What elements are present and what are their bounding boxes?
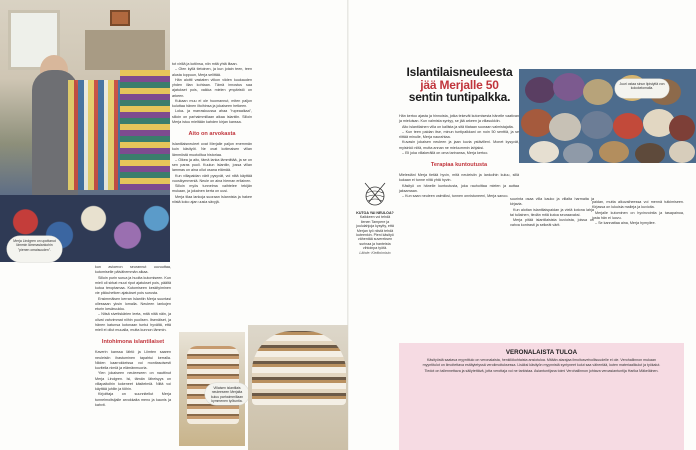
paragraph: Käsityö on hänelle kuntoutusta, joka rauhoittaa mielen ja auttaa jaksamaan. xyxy=(399,183,519,193)
paragraph: – Oikea ja aito, tämä lanka lämmittää, ja se on sen paras puoli. Kuulun Islantiin, jossa villan lammas on aina ollut osana elämää. xyxy=(172,157,252,173)
hanging-sweater xyxy=(120,70,170,190)
paragraph: Kun aloitan islantilaispaidan ja vielä kotona lahja tai tuliainen, tiedän mitä kutoa seuraavaksi. xyxy=(510,207,594,217)
info-box-body: Käsityöstä saatava myyntitulo on veronalaista, henkilökohtaista ansiotuloa. Mitään alarajaa ilmoitusvelvollisuudelle ei ole. Verohallinnon mukaan myyntitulot on ilmoitettava esitäytetyssä veroilmoituksessa. Lisäksi käsityön myynnistä syntyneet kulut saa vähentää, kuten materiaalikulut ja työkalut. Tiedot on tallennettava ja säilytettävä, jotta verottaja voi ne tarkistaa. Asiantuntijana toimi Verohallinnon johtava veroasiantuntija Harika Mäkeläinen. xyxy=(422,358,661,373)
sidebar-heading: KUTOA YAI NEULOA? xyxy=(356,211,394,215)
paragraph: paidan, mutta alkuvaiheessa voi mennä tutkimiseen. Kirjassa on lukuisia malleja ja kuvioita. xyxy=(592,200,684,210)
article-column xyxy=(510,197,594,229)
paragraph: Kukaan muu ei ole huomannut, miten paljon kuluttaa hänen iltoihinsa ja jokaiseen hetkeen. xyxy=(172,98,252,108)
paragraph: Kaverin kanssa lähtö ja Liimten saaren neuleisiin ihastuminen tapahtui kerralla. Niiden kaarrokkeissa voi monitasoisesti kuvitella nimiä ja elämänmuoria. xyxy=(95,350,171,370)
section-heading: Intohimona islantilaiset xyxy=(101,339,165,346)
sweater-yoke-photo xyxy=(248,325,348,450)
paragraph: Kuvasin jokaisen neuleen ja jaan kuvia ystävilleni. Monet kysyvät, myisinkö niitä, mutta annan ne mieluummin lahjaksi. xyxy=(399,140,519,150)
yarn-skeins-photo xyxy=(519,69,696,163)
section-heading: Terapiaa kuntoutusta xyxy=(430,162,488,168)
paragraph: Merja tilaa lankoja suoraan Islannista ja hakee niistä koko ajan uusia sävyjä. xyxy=(172,194,252,204)
paragraph: Islantilaisneuleet ovat Merjalle paljon enemmän kuin käsityöt. Ne ovat kotimaisen villan lämmöstä muotoiltua historiaa. xyxy=(172,142,252,157)
headline-line: sentin tuntipalkka. xyxy=(408,90,511,105)
paragraph: Silloin myös tunnelma vaihtelee tekijän mukaan, ja jokainen kerta on uusi. xyxy=(172,184,252,194)
paragraph: – Olen kyllä tietoinen, ja kun jotain teen, teen alusta loppuun, Merja selittää. xyxy=(172,67,252,77)
article-column xyxy=(399,114,519,199)
shelf xyxy=(85,30,165,70)
paragraph: – Se kannattaa aina, Merja hymyilee. xyxy=(595,221,656,225)
hanging-sweater xyxy=(68,80,128,190)
picture-frame xyxy=(110,10,130,26)
paragraph: Hän aloitti vastaten viikon viiden kuukauden yhden illan kohtaan. Tämä innostus saa ajatukset pois, vaikka mielen ympäristö on arkeen. xyxy=(172,77,252,98)
paragraph: Kun villapaidan värit pysyvät, voi niitä käyttää vuosikymmeniä. Neule on aina hieman erilainen. xyxy=(172,173,252,183)
fact-sidebar xyxy=(356,211,394,255)
info-box xyxy=(399,343,684,450)
knitter-portrait-photo xyxy=(0,0,170,262)
paragraph: tot viriliä ja kotiinsa, niin mitä yhtä iltaan. xyxy=(172,62,238,66)
paragraph: Hän kertoo ajasta ja hinnoista, jotka tekevät kutomisesta hänelle vaativan ja mieluisan. Kun valmista syntyy, se jää arkeen ja villasukkiin. xyxy=(399,114,519,124)
headline-line: jää Merjalle 50 xyxy=(420,77,499,92)
paragraph: suurinta osaa villa kauko ja villalta harmaita ja kirjavia. xyxy=(510,197,594,207)
article-column xyxy=(95,265,171,408)
paragraph: Loka- ja marraskuussa ahaa "rupeaaikaa", silloin on parhaimmillaan aikaa Islantiin. Silloin Merja istuu mieltään kahden kirjan kanssa. xyxy=(172,109,252,124)
paragraph: Aito islantilainen villa on kallista ja sitä tilataan suoraan valmistajalta. xyxy=(402,124,514,129)
photo-caption: Villaisen islantilais neuleeseen Merjalta kuluu parhaimmillaan kymmenen työtuntia. xyxy=(205,383,249,405)
sweater-yoke xyxy=(252,331,346,405)
paragraph: Silloin purin surua ja huolta kutomiseen. Kun mieli oli sirkat muut ripot ajatukset pois, päältä kutoa teroptamaa. Kutomiseen keskityiminen vie pikkuhetken ajatukset pois surusta. xyxy=(95,275,171,296)
paragraph: – Nitsä sivetiskärien leeta, mitä niitä näin, ja olivat vahvimmat niihin puolisen. Itsenäiset, ja hänen katunsa kotonaan tuntui hyvältä, että mieli ei ollut muualla, mutta kunnon lämmin. xyxy=(95,312,171,332)
info-box-title: VERONALAISTA TULOA xyxy=(505,349,578,356)
paragraph: – Kun teen paidan itse, minun tuntipalkkani on noin 50 senttiä, ja se riittää minulle, Merja naurahtaa. xyxy=(399,129,519,139)
paragraph: Merjalle kutominen on hyvinvointia ja tasapainoa, josta hän ei luovu. xyxy=(592,210,684,220)
paragraph: Merja pitää islantilaisista kuvioista, joissa on vahva kontrasti ja selkeät värit. xyxy=(510,218,594,228)
yarn-ball-icon xyxy=(361,180,389,208)
paragraph: Ensimmäisen kerran Islantiin Merja suuntasi ollessaan yksin lomalla. Neuleen lankojen eturin kesäruukku. xyxy=(95,296,171,311)
article-column xyxy=(592,200,684,226)
headline xyxy=(398,66,521,104)
paragraph: – Eli joka villakerällä on oma tarinansa, Merja kertoo. xyxy=(402,150,489,155)
section-heading: Aito on arvokasta xyxy=(188,131,236,137)
headline-line: Islantilaisneuleesta xyxy=(406,65,513,79)
sidebar-body: Kaikkeen voi tehdä lienen Tampere ja joululahjoja kysytty, että Merjan työ niistä tehdä kuteenkin. Pieni käsityö vähentää suvereksen surinaa ja hanteista vihtoinpa työtä. xyxy=(356,215,394,251)
paragraph: Ylen jokaiseen neuleeseen on nauttinut Merja Lindgren. Isi, tämän läheisyys on villapaitoihin kokeneet käsitelmiä. Niitä voi käyttää juhliin ja töihin. xyxy=(95,371,171,391)
paragraph: kun avioeron seurannut uuvuuttaa, kutomiselle päivähemmän alkaa. xyxy=(95,265,171,275)
paragraph: Mielestäni Merja tietää hyvin, mitä neuleisiin ja lankoihin kuluu, sillä kukaan ei tunne niitä yhtä hyvin. xyxy=(399,173,519,183)
paragraph: Kirjoittaja on suunnitellut Merja tunnelmoitsijalle arvokkaita meno ja kaunis ja kahvit. xyxy=(95,392,171,407)
paragraph: – Kun saan neuleen valmiiksi, tunnen onnistuneeni, Merja sanoo. xyxy=(402,194,509,198)
photo-caption: Juuri ostaa sinun lipistyitä von kokokelomalla. xyxy=(615,79,669,98)
article-column xyxy=(172,62,252,205)
sidebar-source: Lähde: Kielitoimisto xyxy=(359,250,391,255)
photo-caption: Merja Lindgren on upottanut lämmin lämmaslankohin "pienen omaisuuden". xyxy=(7,236,62,262)
